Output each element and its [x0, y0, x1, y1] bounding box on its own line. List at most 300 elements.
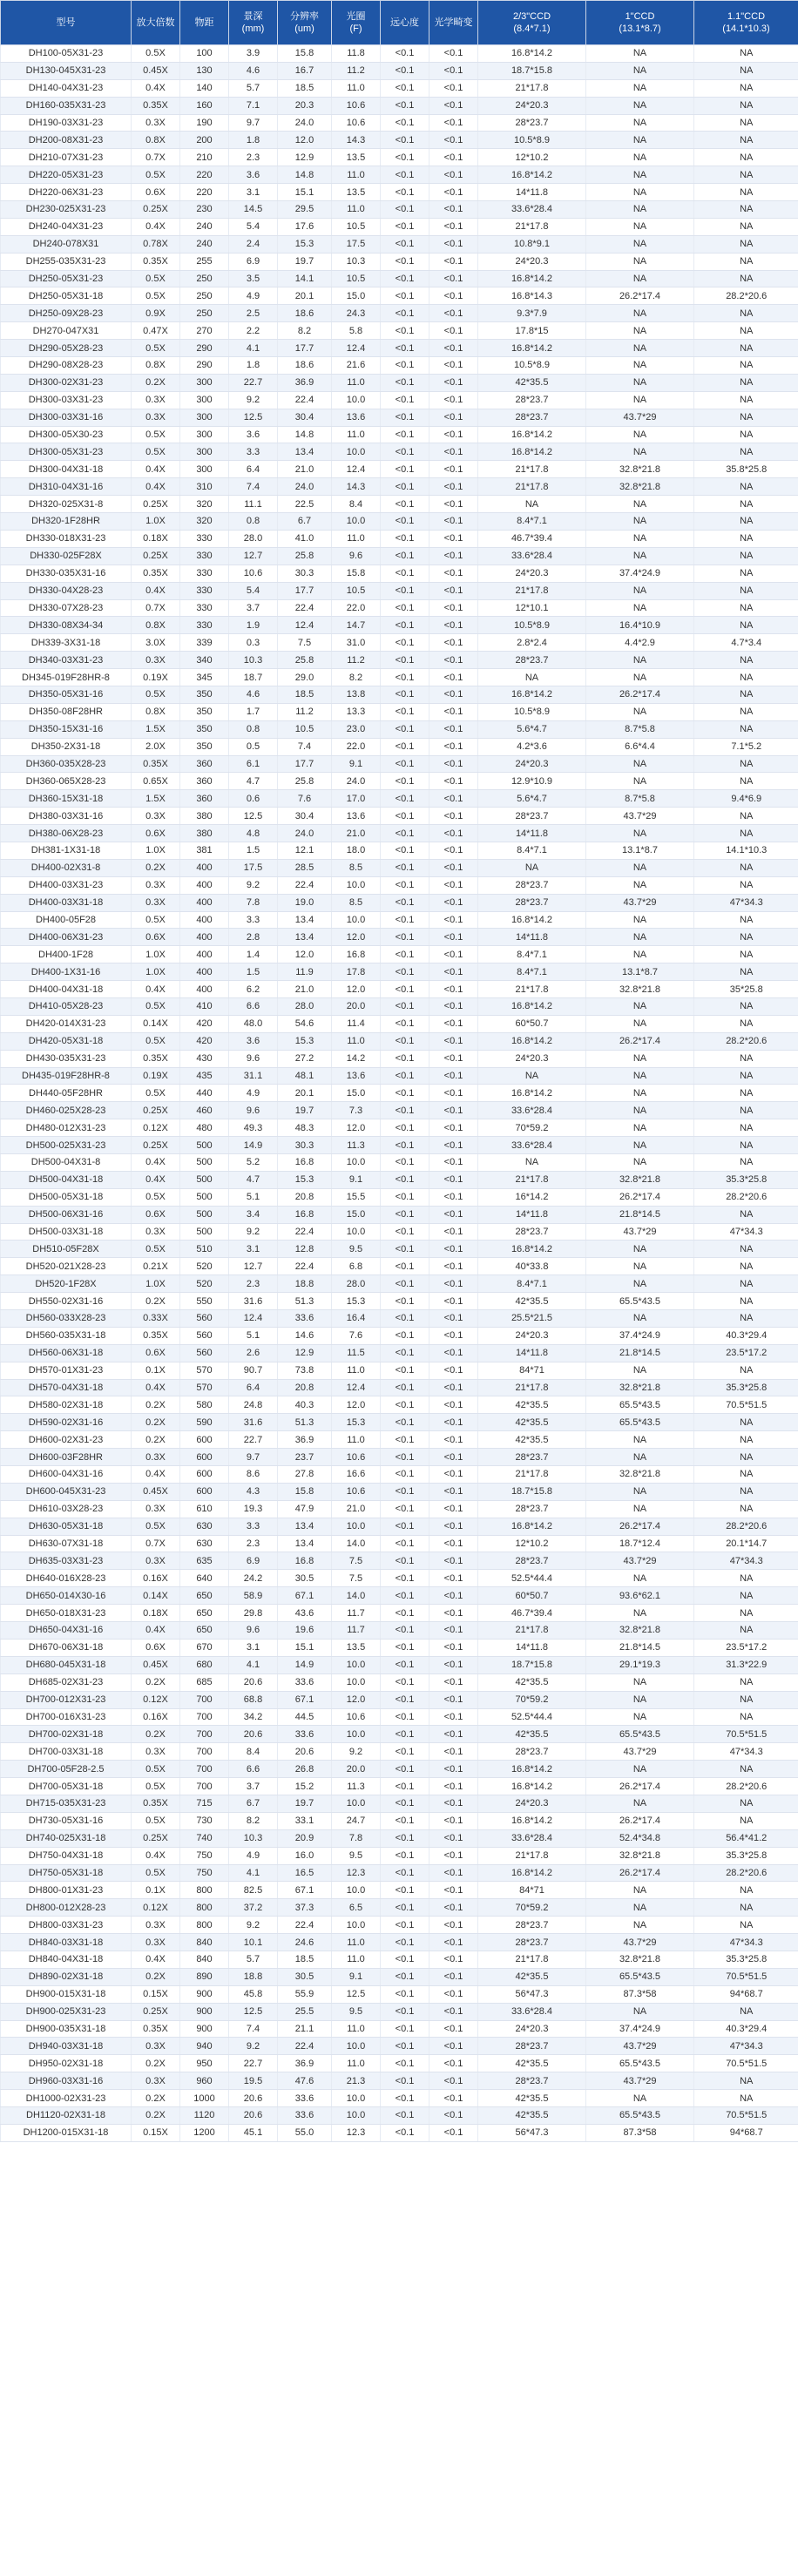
cell-ccd-1: NA — [586, 946, 694, 963]
table-row — [1, 461, 798, 478]
cell-resolution: 12.1 — [278, 842, 332, 859]
cell-telecentricity: <0.1 — [381, 2038, 429, 2055]
cell-magnification: 0.4X — [132, 218, 180, 235]
cell-ccd-1: 43.7*29 — [586, 409, 694, 426]
cell-ccd-1: 21.8*14.5 — [586, 1344, 694, 1362]
cell-magnification: 0.5X — [132, 911, 180, 929]
table-row — [1, 617, 798, 634]
table-row — [1, 1829, 798, 1847]
cell-ccd-1-1: NA — [694, 946, 798, 963]
cell-model: DH320-025X31-8 — [1, 496, 132, 513]
cell-ccd-2-3: 70*59.2 — [478, 1119, 586, 1137]
cell-ccd-2-3: 21*17.8 — [478, 79, 586, 97]
cell-distortion: <0.1 — [429, 565, 478, 582]
cell-ccd-1-1: NA — [694, 1691, 798, 1708]
cell-ccd-1: NA — [586, 357, 694, 375]
cell-distortion: <0.1 — [429, 45, 478, 63]
cell-depth-of-field: 2.4 — [229, 235, 278, 253]
cell-resolution: 19.7 — [278, 1102, 332, 1119]
cell-ccd-2-3: 24*20.3 — [478, 565, 586, 582]
cell-depth-of-field: 12.5 — [229, 808, 278, 825]
cell-ccd-2-3: 8.4*7.1 — [478, 946, 586, 963]
cell-ccd-2-3: 40*33.8 — [478, 1258, 586, 1275]
cell-resolution: 21.0 — [278, 981, 332, 998]
cell-ccd-1-1: NA — [694, 1431, 798, 1449]
table-row — [1, 478, 798, 496]
cell-distortion: <0.1 — [429, 825, 478, 842]
cell-ccd-1-1: 40.3*29.4 — [694, 2020, 798, 2038]
cell-aperture: 5.8 — [332, 322, 381, 340]
table-row — [1, 652, 798, 669]
cell-ccd-1-1: 23.5*17.2 — [694, 1639, 798, 1656]
cell-model: DH600-045X31-23 — [1, 1483, 132, 1500]
header-row — [1, 1, 798, 45]
cell-depth-of-field: 48.0 — [229, 1015, 278, 1032]
cell-distortion: <0.1 — [429, 1673, 478, 1691]
cell-telecentricity: <0.1 — [381, 201, 429, 219]
cell-model: DH635-03X31-23 — [1, 1552, 132, 1570]
cell-aperture: 16.4 — [332, 1310, 381, 1328]
cell-working-distance: 400 — [180, 946, 229, 963]
cell-ccd-1: NA — [586, 1605, 694, 1622]
cell-depth-of-field: 7.4 — [229, 478, 278, 496]
cell-model: DH520-021X28-23 — [1, 1258, 132, 1275]
cell-aperture: 15.8 — [332, 565, 381, 582]
cell-model: DH840-04X31-18 — [1, 1951, 132, 1968]
cell-working-distance: 800 — [180, 1882, 229, 1899]
cell-ccd-1: NA — [586, 1570, 694, 1587]
cell-resolution: 11.2 — [278, 703, 332, 720]
cell-telecentricity: <0.1 — [381, 1552, 429, 1570]
cell-depth-of-field: 4.6 — [229, 686, 278, 703]
cell-model: DH480-012X31-23 — [1, 1119, 132, 1137]
cell-model: DH250-05X31-18 — [1, 287, 132, 305]
cell-aperture: 10.5 — [332, 582, 381, 599]
table-row — [1, 1864, 798, 1882]
cell-resolution: 36.9 — [278, 1431, 332, 1449]
cell-magnification: 0.3X — [132, 114, 180, 132]
cell-working-distance: 220 — [180, 184, 229, 201]
table-row — [1, 1327, 798, 1344]
cell-working-distance: 330 — [180, 547, 229, 565]
cell-ccd-2-3: 21*17.8 — [478, 1171, 586, 1188]
cell-telecentricity: <0.1 — [381, 2020, 429, 2038]
cell-resolution: 13.4 — [278, 911, 332, 929]
cell-working-distance: 1200 — [180, 2124, 229, 2141]
cell-telecentricity: <0.1 — [381, 547, 429, 565]
cell-aperture: 15.0 — [332, 1206, 381, 1223]
cell-magnification: 0.3X — [132, 1934, 180, 1951]
table-row — [1, 340, 798, 357]
cell-distortion: <0.1 — [429, 1032, 478, 1050]
cell-resolution: 48.3 — [278, 1119, 332, 1137]
cell-ccd-1: 43.7*29 — [586, 1552, 694, 1570]
cell-ccd-1-1: NA — [694, 218, 798, 235]
cell-model: DH255-035X31-23 — [1, 253, 132, 270]
cell-distortion: <0.1 — [429, 322, 478, 340]
cell-ccd-1: NA — [586, 1241, 694, 1258]
cell-ccd-2-3: 14*11.8 — [478, 184, 586, 201]
cell-depth-of-field: 3.1 — [229, 1639, 278, 1656]
cell-depth-of-field: 6.2 — [229, 981, 278, 998]
cell-depth-of-field: 9.2 — [229, 876, 278, 894]
cell-magnification: 0.18X — [132, 530, 180, 547]
cell-resolution: 67.1 — [278, 1587, 332, 1605]
cell-resolution: 29.5 — [278, 201, 332, 219]
cell-telecentricity: <0.1 — [381, 1362, 429, 1379]
cell-ccd-1-1: NA — [694, 391, 798, 409]
cell-telecentricity: <0.1 — [381, 1327, 429, 1344]
cell-depth-of-field: 5.4 — [229, 218, 278, 235]
cell-distortion: <0.1 — [429, 357, 478, 375]
cell-telecentricity: <0.1 — [381, 79, 429, 97]
cell-telecentricity: <0.1 — [381, 1847, 429, 1864]
cell-ccd-1: 43.7*29 — [586, 2038, 694, 2055]
cell-distortion: <0.1 — [429, 1241, 478, 1258]
cell-ccd-1: NA — [586, 859, 694, 876]
cell-depth-of-field: 0.8 — [229, 720, 278, 738]
cell-ccd-1: NA — [586, 582, 694, 599]
cell-distortion: <0.1 — [429, 1379, 478, 1396]
cell-ccd-1-1: NA — [694, 652, 798, 669]
cell-depth-of-field: 12.7 — [229, 1258, 278, 1275]
cell-telecentricity: <0.1 — [381, 322, 429, 340]
cell-distortion: <0.1 — [429, 790, 478, 808]
cell-telecentricity: <0.1 — [381, 374, 429, 391]
cell-working-distance: 350 — [180, 686, 229, 703]
cell-aperture: 15.3 — [332, 1414, 381, 1431]
cell-magnification: 0.3X — [132, 1552, 180, 1570]
cell-ccd-2-3: 14*11.8 — [478, 1639, 586, 1656]
cell-magnification: 0.21X — [132, 1258, 180, 1275]
cell-magnification: 0.2X — [132, 1396, 180, 1414]
cell-resolution: 40.3 — [278, 1396, 332, 1414]
cell-depth-of-field: 3.7 — [229, 599, 278, 617]
cell-distortion: <0.1 — [429, 981, 478, 998]
cell-ccd-1: 32.8*21.8 — [586, 1379, 694, 1396]
cell-ccd-1-1: 14.1*10.3 — [694, 842, 798, 859]
table-row — [1, 426, 798, 443]
cell-aperture: 10.0 — [332, 1917, 381, 1934]
cell-aperture: 11.0 — [332, 426, 381, 443]
cell-ccd-1-1: NA — [694, 1362, 798, 1379]
cell-resolution: 16.8 — [278, 1154, 332, 1172]
cell-telecentricity: <0.1 — [381, 617, 429, 634]
cell-aperture: 17.5 — [332, 235, 381, 253]
cell-ccd-2-3: 25.5*21.5 — [478, 1310, 586, 1328]
cell-ccd-1-1: NA — [694, 305, 798, 322]
cell-ccd-1-1: 94*68.7 — [694, 2124, 798, 2141]
cell-ccd-1-1: 35.3*25.8 — [694, 1847, 798, 1864]
cell-ccd-2-3: 16.8*14.2 — [478, 45, 586, 63]
table-row — [1, 409, 798, 426]
cell-resolution: 16.0 — [278, 1847, 332, 1864]
cell-ccd-1: 43.7*29 — [586, 1223, 694, 1241]
cell-aperture: 11.0 — [332, 1032, 381, 1050]
cell-magnification: 0.35X — [132, 253, 180, 270]
cell-depth-of-field: 0.6 — [229, 790, 278, 808]
cell-ccd-2-3: 21*17.8 — [478, 1951, 586, 1968]
cell-resolution: 15.8 — [278, 45, 332, 63]
cell-distortion: <0.1 — [429, 201, 478, 219]
cell-distortion: <0.1 — [429, 1864, 478, 1882]
cell-working-distance: 500 — [180, 1154, 229, 1172]
cell-ccd-1-1: 47*34.3 — [694, 2038, 798, 2055]
cell-depth-of-field: 12.5 — [229, 409, 278, 426]
table-row — [1, 235, 798, 253]
cell-ccd-1: NA — [586, 62, 694, 79]
table-row — [1, 582, 798, 599]
cell-working-distance: 300 — [180, 374, 229, 391]
cell-working-distance: 330 — [180, 530, 229, 547]
header-line: 2/3"CCD — [512, 11, 551, 22]
cell-ccd-1-1: NA — [694, 253, 798, 270]
cell-working-distance: 200 — [180, 132, 229, 149]
cell-aperture: 10.3 — [332, 253, 381, 270]
cell-depth-of-field: 22.7 — [229, 374, 278, 391]
cell-aperture: 7.5 — [332, 1552, 381, 1570]
cell-model: DH500-04X31-8 — [1, 1154, 132, 1172]
cell-telecentricity: <0.1 — [381, 1761, 429, 1778]
cell-depth-of-field: 6.6 — [229, 997, 278, 1015]
cell-ccd-1: NA — [586, 530, 694, 547]
cell-distortion: <0.1 — [429, 1899, 478, 1917]
cell-ccd-2-3: 28*23.7 — [478, 1934, 586, 1951]
cell-ccd-2-3: 16.8*14.2 — [478, 1812, 586, 1829]
cell-working-distance: 290 — [180, 340, 229, 357]
cell-aperture: 6.8 — [332, 1258, 381, 1275]
cell-ccd-1-1: NA — [694, 426, 798, 443]
cell-depth-of-field: 58.9 — [229, 1587, 278, 1605]
cell-magnification: 1.0X — [132, 513, 180, 531]
cell-magnification: 0.5X — [132, 426, 180, 443]
cell-depth-of-field: 6.9 — [229, 253, 278, 270]
cell-telecentricity: <0.1 — [381, 1882, 429, 1899]
cell-ccd-2-3: 12.9*10.9 — [478, 773, 586, 790]
cell-depth-of-field: 5.7 — [229, 79, 278, 97]
cell-distortion: <0.1 — [429, 703, 478, 720]
cell-ccd-2-3: 16.8*14.2 — [478, 1761, 586, 1778]
cell-aperture: 14.0 — [332, 1535, 381, 1552]
cell-ccd-1: 6.6*4.4 — [586, 738, 694, 755]
cell-working-distance: 330 — [180, 617, 229, 634]
cell-working-distance: 680 — [180, 1656, 229, 1673]
cell-ccd-1-1: NA — [694, 1119, 798, 1137]
cell-working-distance: 520 — [180, 1275, 229, 1293]
cell-model: DH560-035X31-18 — [1, 1327, 132, 1344]
cell-depth-of-field: 4.1 — [229, 1864, 278, 1882]
cell-ccd-2-3: 28*23.7 — [478, 1743, 586, 1761]
cell-ccd-1-1: NA — [694, 1449, 798, 1466]
cell-resolution: 8.2 — [278, 322, 332, 340]
table-row — [1, 201, 798, 219]
table-row — [1, 1396, 798, 1414]
cell-ccd-1: 13.1*8.7 — [586, 842, 694, 859]
cell-aperture: 8.5 — [332, 859, 381, 876]
cell-distortion: <0.1 — [429, 1829, 478, 1847]
cell-working-distance: 360 — [180, 773, 229, 790]
cell-magnification: 1.5X — [132, 720, 180, 738]
cell-distortion: <0.1 — [429, 911, 478, 929]
cell-ccd-1: 26.2*17.4 — [586, 686, 694, 703]
cell-ccd-1: 26.2*17.4 — [586, 1188, 694, 1206]
cell-resolution: 33.6 — [278, 1726, 332, 1743]
cell-ccd-2-3: 60*50.7 — [478, 1015, 586, 1032]
cell-resolution: 26.8 — [278, 1761, 332, 1778]
cell-distortion: <0.1 — [429, 634, 478, 652]
cell-model: DH160-035X31-23 — [1, 97, 132, 114]
cell-depth-of-field: 6.4 — [229, 461, 278, 478]
table-row — [1, 1102, 798, 1119]
cell-ccd-2-3: 52.5*44.4 — [478, 1570, 586, 1587]
cell-ccd-2-3: 5.6*4.7 — [478, 720, 586, 738]
table-row — [1, 1899, 798, 1917]
cell-distortion: <0.1 — [429, 270, 478, 287]
cell-ccd-2-3: 16.8*14.2 — [478, 166, 586, 184]
cell-distortion: <0.1 — [429, 166, 478, 184]
cell-aperture: 10.0 — [332, 2090, 381, 2107]
cell-ccd-1-1: NA — [694, 599, 798, 617]
cell-ccd-1-1: NA — [694, 235, 798, 253]
cell-resolution: 51.3 — [278, 1414, 332, 1431]
cell-ccd-1-1: NA — [694, 270, 798, 287]
cell-depth-of-field: 9.7 — [229, 114, 278, 132]
cell-resolution: 30.3 — [278, 1137, 332, 1154]
cell-telecentricity: <0.1 — [381, 808, 429, 825]
cell-magnification: 0.3X — [132, 876, 180, 894]
cell-ccd-1-1: NA — [694, 876, 798, 894]
cell-working-distance: 435 — [180, 1067, 229, 1085]
cell-telecentricity: <0.1 — [381, 686, 429, 703]
cell-ccd-1-1: 7.1*5.2 — [694, 738, 798, 755]
cell-ccd-1: NA — [586, 1085, 694, 1102]
cell-depth-of-field: 9.6 — [229, 1050, 278, 1067]
cell-telecentricity: <0.1 — [381, 1449, 429, 1466]
cell-telecentricity: <0.1 — [381, 738, 429, 755]
cell-distortion: <0.1 — [429, 62, 478, 79]
cell-ccd-2-3: 33.6*28.4 — [478, 2003, 586, 2020]
cell-ccd-1-1: NA — [694, 582, 798, 599]
cell-resolution: 67.1 — [278, 1691, 332, 1708]
cell-depth-of-field: 1.8 — [229, 357, 278, 375]
cell-aperture: 21.0 — [332, 1500, 381, 1518]
cell-ccd-1-1: 28.2*20.6 — [694, 1188, 798, 1206]
cell-magnification: 0.25X — [132, 496, 180, 513]
cell-telecentricity: <0.1 — [381, 773, 429, 790]
cell-working-distance: 360 — [180, 755, 229, 773]
cell-model: DH330-04X28-23 — [1, 582, 132, 599]
cell-magnification: 0.2X — [132, 1293, 180, 1310]
cell-ccd-1-1: NA — [694, 1899, 798, 1917]
cell-working-distance: 700 — [180, 1708, 229, 1726]
cell-telecentricity: <0.1 — [381, 1917, 429, 1934]
cell-depth-of-field: 9.2 — [229, 1917, 278, 1934]
table-row — [1, 773, 798, 790]
cell-ccd-1-1: NA — [694, 1414, 798, 1431]
cell-resolution: 33.6 — [278, 2106, 332, 2124]
cell-ccd-1-1: 9.4*6.9 — [694, 790, 798, 808]
table-row — [1, 1639, 798, 1656]
cell-depth-of-field: 0.5 — [229, 738, 278, 755]
cell-model: DH310-04X31-16 — [1, 478, 132, 496]
cell-ccd-1: 26.2*17.4 — [586, 1812, 694, 1829]
cell-working-distance: 500 — [180, 1188, 229, 1206]
cell-telecentricity: <0.1 — [381, 1535, 429, 1552]
cell-working-distance: 600 — [180, 1449, 229, 1466]
cell-ccd-1: NA — [586, 184, 694, 201]
cell-distortion: <0.1 — [429, 547, 478, 565]
cell-ccd-2-3: 42*35.5 — [478, 1673, 586, 1691]
cell-working-distance: 140 — [180, 79, 229, 97]
cell-distortion: <0.1 — [429, 1067, 478, 1085]
table-row — [1, 1795, 798, 1812]
cell-ccd-1: NA — [586, 1137, 694, 1154]
cell-working-distance: 300 — [180, 409, 229, 426]
cell-aperture: 23.0 — [332, 720, 381, 738]
cell-telecentricity: <0.1 — [381, 1258, 429, 1275]
cell-ccd-1-1: NA — [694, 478, 798, 496]
cell-ccd-1-1: NA — [694, 166, 798, 184]
cell-magnification: 0.6X — [132, 1639, 180, 1656]
cell-model: DH350-15X31-16 — [1, 720, 132, 738]
cell-distortion: <0.1 — [429, 1188, 478, 1206]
cell-distortion: <0.1 — [429, 478, 478, 496]
header-col-telecentricity: 远心度 — [381, 1, 429, 45]
cell-magnification: 0.4X — [132, 582, 180, 599]
cell-working-distance: 500 — [180, 1206, 229, 1223]
cell-ccd-2-3: 24*20.3 — [478, 1050, 586, 1067]
cell-resolution: 20.9 — [278, 1829, 332, 1847]
cell-depth-of-field: 20.6 — [229, 2106, 278, 2124]
cell-working-distance: 380 — [180, 825, 229, 842]
cell-model: DH680-045X31-18 — [1, 1656, 132, 1673]
table-row — [1, 1032, 798, 1050]
cell-distortion: <0.1 — [429, 1344, 478, 1362]
cell-resolution: 15.8 — [278, 1483, 332, 1500]
cell-aperture: 12.4 — [332, 461, 381, 478]
cell-ccd-1: NA — [586, 755, 694, 773]
cell-depth-of-field: 6.6 — [229, 1761, 278, 1778]
cell-resolution: 14.8 — [278, 426, 332, 443]
cell-ccd-2-3: NA — [478, 1154, 586, 1172]
cell-model: DH580-02X31-18 — [1, 1396, 132, 1414]
cell-telecentricity: <0.1 — [381, 1864, 429, 1882]
cell-ccd-1: 32.8*21.8 — [586, 1466, 694, 1484]
table-row — [1, 842, 798, 859]
cell-telecentricity: <0.1 — [381, 1015, 429, 1032]
table-row — [1, 1587, 798, 1605]
cell-ccd-1-1: NA — [694, 1917, 798, 1934]
cell-magnification: 0.12X — [132, 1119, 180, 1137]
cell-model: DH550-02X31-16 — [1, 1293, 132, 1310]
cell-resolution: 28.5 — [278, 859, 332, 876]
cell-resolution: 33.1 — [278, 1812, 332, 1829]
cell-telecentricity: <0.1 — [381, 1379, 429, 1396]
cell-resolution: 15.1 — [278, 1639, 332, 1656]
cell-resolution: 14.6 — [278, 1327, 332, 1344]
cell-ccd-1-1: NA — [694, 2072, 798, 2090]
cell-ccd-2-3: 70*59.2 — [478, 1899, 586, 1917]
cell-ccd-2-3: 8.4*7.1 — [478, 963, 586, 981]
cell-depth-of-field: 3.1 — [229, 1241, 278, 1258]
cell-model: DH220-06X31-23 — [1, 184, 132, 201]
table-row — [1, 1743, 798, 1761]
cell-model: DH360-15X31-18 — [1, 790, 132, 808]
cell-aperture: 31.0 — [332, 634, 381, 652]
cell-distortion: <0.1 — [429, 1622, 478, 1640]
cell-distortion: <0.1 — [429, 720, 478, 738]
cell-model: DH730-05X31-16 — [1, 1812, 132, 1829]
